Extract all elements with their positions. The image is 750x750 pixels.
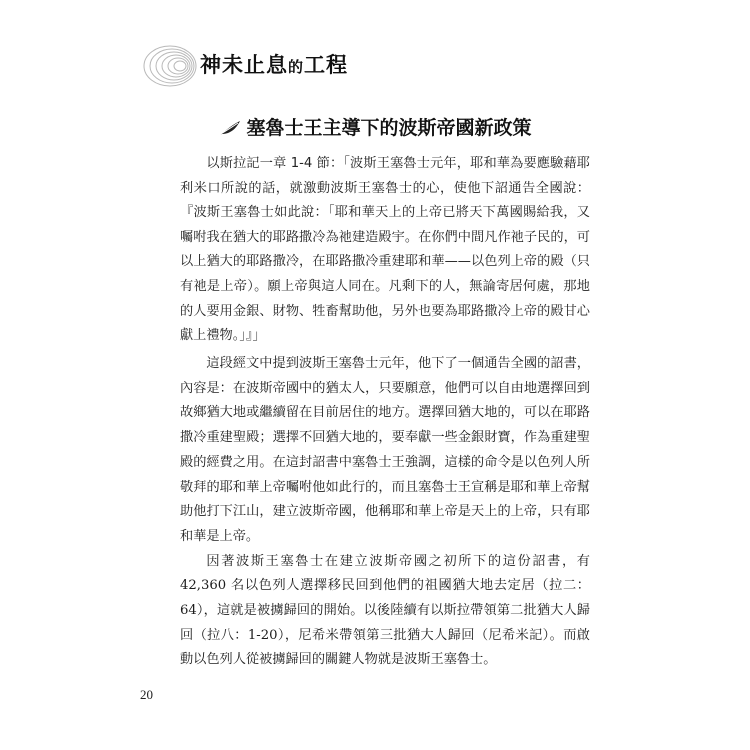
- section-heading: [0, 113, 750, 140]
- book-title-part1: 神未止息: [200, 52, 288, 77]
- page-number: 20: [140, 687, 153, 702]
- scripture-quote: [180, 152, 590, 349]
- book-title: [200, 49, 348, 79]
- book-title-part3: 工程: [304, 52, 349, 77]
- book-title-part2: 的: [288, 58, 305, 76]
- body-paragraph-2: 因著波斯王塞魯士在建立波斯帝國之初所下的這份詔書，有 42,360 名以色列人選擇移民回到他們的祖國猶大地去定居（拉二：64），這就是被擄歸回的開始。以後陸續有以斯拉帶領第二批猶大人歸回（拉八：1-20），尼希米帶領第三批猶大人歸回（尼希米記）。而啟動以色列人從被擄歸回的關鍵人物就是波斯王塞魯士。: [180, 553, 590, 668]
- body-paragraph-1: 這段經文中提到波斯王塞魯士元年，他下了一個通告全國的詔書，內容是：在波斯帝國中的猶太人，只要願意，他們可以自由地選擇回到故鄉猶大地或繼續留在目前居住的地方。選擇回猶大地的，可以在耶路撒冷重建聖殿；選擇不回猶大地的，要奉獻一些金銀財寶，作為重建聖殿的經費之用。在這封詔書中塞魯士王強調，這樣的命令是以色列人所敬拜的耶和華上帝囑咐他如此行的，而且塞魯士王宣稱是耶和華上帝幫助他打下江山，建立波斯帝國，他稱耶和華上帝是天上的上帝，只有耶和華是上帝。: [180, 356, 590, 544]
- section-heading-text: 塞魯士王主導下的波斯帝國新政策: [246, 117, 532, 139]
- scripture-quote-text: 以斯拉記一章 1-4 節：「波斯王塞魯士元年，耶和華為要應驗藉耶利米口所說的話，就激動波斯王塞魯士的心，使他下詔通告全國說：『波斯王塞魯士如此說：「耶和華天上的上帝已將天下萬國賜給我，又囑咐我在猶大的耶路撒冷為祂建造殿宇。在你們中間凡作祂子民的，可以上猶大的耶路撒冷，在耶路撒冷重建耶和華——以色列上帝的殿（只有祂是上帝）。願上帝與這人同在。凡剩下的人，無論寄居何處，那地的人要用金銀、財物、牲畜幫助他，另外也要為耶路撒冷上帝的殿甘心獻上禮物。」』」: [180, 156, 590, 344]
- running-header: [140, 36, 460, 96]
- leaf-icon: [218, 119, 242, 137]
- body-text: [180, 352, 590, 673]
